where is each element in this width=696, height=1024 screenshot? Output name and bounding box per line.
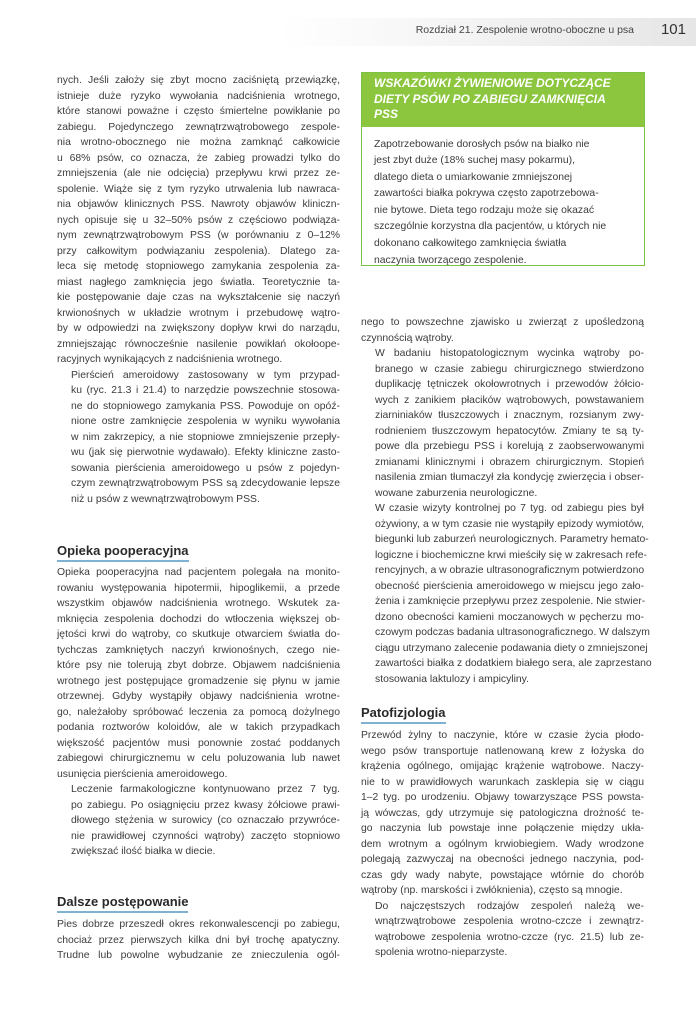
text-line: czynnością wątroby.	[361, 332, 454, 344]
text-line: nego to powszechne zjawisko u zwierząt z upośledzoną	[361, 317, 644, 328]
text-line: nie prawidłowej czynności wątroby) zaczęto stopniowo	[71, 830, 340, 842]
paragraph	[361, 346, 644, 501]
text-line: nych opisuje się u 32–50% psów z częściowo podwiąza-	[57, 214, 340, 226]
text-line: które stanowi poważne i często śmiertelne powikłanie po	[57, 106, 340, 117]
text-line: polegają zazwyczaj na obecności jednego naczynia, pod-	[361, 854, 644, 865]
text-line: otrzewnej. Gdyby wystąpiły objawy nadciśnienia wrotne-	[57, 691, 340, 702]
text-line: dem wrotnym a ogólnym krwiobiegiem. Wady wrodzone	[361, 838, 644, 850]
text-line: zmianami klinicznymi i obrazem chirurgicznym. Stopień	[375, 456, 644, 468]
text-line: Do najczęstszych rodzajów zespoleń należą we-	[375, 900, 644, 912]
text-line: szczególnie korzystna dla pacjentów, u których nie	[374, 221, 607, 233]
text-line: zmniejszając równocześnie nasilenie powikłań okołoope-	[57, 338, 340, 350]
text-line: Przewód żylny to naczynie, które w czasie życia płodo-	[361, 730, 644, 741]
paragraph	[361, 899, 644, 961]
text-line: podania roztworów koloidów, ale w takich przypadkach	[57, 722, 340, 733]
text-line: DIETY PSÓW PO ZABIEGU ZAMKNIĘCIA	[374, 91, 606, 106]
text-line: czas gdy wady nabyte, powstające wtórnie do chorób	[361, 869, 644, 881]
text-line: branego w czasie zabiegu chirurgicznego stwierdzono	[375, 363, 644, 375]
text-line: sowania pierścienia ameroidowego u psów z pojedyn-	[71, 462, 340, 474]
text-line: jętości krwi do wątroby, co skutkuje otwarciem światła do-	[57, 629, 340, 640]
text-line: wych z zanikiem płacików wątrobowych, powstawaniem	[375, 394, 644, 406]
text-line: rodnieniem tłuszczowym hepatocytów. Zmiany te są ty-	[375, 425, 644, 437]
text-line: czowym podczas badania ultrasonograficznego. W dalszym	[375, 627, 650, 638]
text-line: krwionośnych w układzie wrotnym i przebudowę wątro-	[57, 307, 340, 319]
text-line: dlatego dieta o umiarkowanie zmniejszonej	[374, 171, 573, 183]
text-line: spolenie. Wiąże się z tym ryzyko utrwalenia lub nawraca-	[57, 183, 340, 195]
left-column	[57, 73, 340, 507]
text-line: mknięcia zespolenia dochodzi do wtłoczenia większej ob-	[57, 613, 340, 625]
text-line: zabiegu. Pojedynczego zewnątrzwątrobowego zespole-	[57, 121, 340, 133]
text-line: wrotnego jest postępujące gromadzenie się płynu w jamie	[57, 675, 340, 687]
paragraph	[361, 315, 644, 346]
text-line: ją wówczas, gdy utrzymuje się patologiczna drożność te-	[361, 807, 644, 819]
text-line: biegunki lub zaburzeń neurologicznych. Parametry hemato-	[375, 534, 649, 545]
text-line: zwiększać ilość białka w diecie.	[71, 846, 216, 857]
text-line: rowaniu występowania hipotermii, hipoglikemii, a przede	[57, 582, 340, 594]
text-line: go naczynia lub powstaje inne połączenie między ukła-	[361, 823, 644, 834]
text-line: ne do stopniowego zamykania PSS. Powoduje on opóź-	[71, 400, 340, 412]
text-line: czym zewnątrzwątrobowym PSS są zdecydowanie lepsze	[71, 478, 340, 489]
text-line: W badaniu histopatologicznym wycinka wątroby po-	[375, 348, 644, 359]
text-line: stosowania laktulozy i ampicyliny.	[375, 673, 529, 685]
text-line: niż u psów z wewnątrzwątrobowym PSS.	[71, 493, 260, 505]
running-title: Rozdział 21. Zespolenie wrotno-oboczne u psa	[415, 24, 634, 36]
text-line: racyjnych wynikających z nadciśnienia wrotnego.	[57, 354, 283, 365]
text-line: nie bytowe. Dieta tego rodzaju może się okazać	[374, 204, 595, 216]
text-line: chociaż przez pierwszych kilka dni był trochę apatyczny.	[57, 934, 340, 946]
text-line: Trudne lub powolne wybudzanie ze znieczulenia ogól-	[57, 950, 340, 961]
text-line: rencyjnych, a w obrazie ultrasonograficznym potwierdzono	[375, 565, 645, 576]
text-line: duplikację tętniczek okołowrotnych i przewodów żółcio-	[375, 379, 644, 390]
text-line: nym zewnątrzwątrobowym PSS (w porównaniu z 0–12%	[57, 230, 340, 241]
text-line: Pies dobrze przeszedł okres rekonwalescencji po zabiegu,	[57, 919, 340, 930]
text-line: naczynia tworzącego zespolenie.	[374, 254, 527, 266]
text-line: usunięcia pierścienia ameroidowego.	[57, 768, 228, 780]
text-line: większość pacjentów musi ponownie zostać poddanych	[57, 737, 340, 749]
right-column-patho	[361, 728, 644, 961]
paragraph	[57, 368, 340, 508]
text-line: jest zbyt duże (18% suchej masy pokarmu),	[374, 155, 575, 167]
text-line: ku (ryc. 21.3 i 21.4) to narzędzie powszechnie stosowa-	[71, 385, 340, 396]
text-line: WSKAZÓWKI ŻYWIENIOWE DOTYCZĄCE	[374, 76, 611, 90]
text-line: nie to w prawidłowych warunkach zasklepia się w ciągu	[361, 776, 644, 788]
text-line: obecność pierścienia ameroidowego w miejscu jego zało-	[375, 580, 644, 592]
text-line: dzono obecności kamieni moczanowych w pęcherzu mo-	[375, 611, 644, 623]
text-line: Leczenie farmakologiczne kontynuowano przez 7 tyg.	[71, 784, 340, 795]
nutrition-tip-box	[361, 72, 645, 266]
text-line: Opieka pooperacyjna nad pacjentem polegała na monito-	[57, 567, 340, 578]
text-line: nia objawów klinicznych PSS. Nawroty objawów kliniczn-	[57, 199, 340, 210]
right-column	[361, 315, 652, 687]
text-line: Zapotrzebowanie dorosłych psów na białko nie	[374, 138, 590, 150]
text-line: zmniejszenia (ale nie odcięcia) przepływu krwi przez ze-	[57, 168, 340, 179]
section-heading-postop: Opieka pooperacyjna	[57, 543, 189, 562]
text-line: miast nagłego zamknięcia jego światła. Teoretycznie ta-	[57, 276, 340, 288]
text-line: dokonano całkowitego zamknięcia światła	[374, 238, 567, 250]
text-line: nione ostre zamknięcie zespolenia w wyniku wywołania	[71, 416, 340, 427]
section-heading-patho: Patofizjologia	[361, 705, 446, 724]
text-line: go, należałoby spróbować leczenia za pomocą dożylnego	[57, 706, 340, 718]
text-line: Pierścień ameroidowy zastosowany w tym przypad-	[71, 369, 340, 381]
text-line: powe dla przebiegu PSS i korelują z zaobserwowanymi	[375, 441, 644, 452]
text-line: dłowego stężenia w surowicy (co oznaczało przywróce-	[71, 815, 340, 826]
text-line: 1–2 tyg. po urodzeniu. Objawy towarzyszące PSS powsta-	[361, 792, 644, 803]
tip-box-body	[362, 127, 644, 270]
text-line: PSS	[374, 107, 399, 121]
text-line: krążenia ogólnego, omijając krążenie wątrobowe. Naczy-	[361, 761, 644, 772]
text-line: tychczas zamkniętych naczyń krwionośnych, czego nie-	[57, 644, 340, 656]
text-line: wszystkim objawów nadciśnienia wrotnego. Wskutek za-	[57, 598, 340, 609]
text-line: wego psów transportuje natlenowaną krew z łożyska do	[361, 745, 644, 757]
section-heading-further: Dalsze postępowanie	[57, 894, 188, 913]
text-line: wnątrzwątrobowe zespolenia wrotno-czcze i zewnątrz-	[375, 916, 644, 927]
text-line: w nim zakrzepicy, a nie stopniowe zmniejszenie przepły-	[71, 431, 340, 443]
text-line: po zabiegu. Po osiągnięciu przez kwasy żółciowe prawi-	[71, 799, 340, 811]
tip-box-title	[362, 73, 644, 127]
text-line: spolenia wrotno-nieparzyste.	[375, 947, 508, 958]
text-line: nych. Jeśli założy się zbyt mocno zaciśniętą przewiązkę,	[57, 75, 340, 86]
text-line: wu (jak się pierwotnie wydawało). Efekty kliniczne zasto-	[71, 447, 340, 458]
text-line: zabiegowi chirurgicznemu w celu poluzowania lub nawet	[57, 753, 340, 764]
text-line: żenia i zamknięcie przepływu przez zespolenie. Nie stwier-	[375, 596, 646, 607]
text-line: u 68% psów, co oznacza, że zabieg prowadzi tylko do	[57, 152, 340, 164]
paragraph	[57, 782, 340, 860]
left-column-further	[57, 917, 340, 964]
text-line: nia wrotno-obocznego nie można zamknąć całkowicie	[57, 137, 340, 148]
text-line: by w odpowiedzi na zwiększony dopływ krwi do narządu,	[57, 323, 340, 334]
text-line: zawartości białka z dodatkiem białego sera, ale zaprzestano	[375, 658, 652, 669]
text-line: zawartości białka pokrywa często zapotrzebowa-	[374, 188, 599, 200]
text-line: wątroby (np. marskości i zwłóknienia), często są mnogie.	[361, 885, 623, 896]
left-column-postop	[57, 565, 340, 860]
text-line: W czasie wizyty kontrolnej po 7 tyg. od zabiegu pies był	[375, 503, 644, 514]
text-line: ciągu utrzymano zalecenie podawania diety o zmniejszonej	[375, 642, 648, 654]
paragraph	[57, 73, 340, 368]
paragraph	[361, 728, 644, 899]
text-line: ożywiony, a w tym czasie nie wystąpiły epizody wymiotów,	[375, 518, 644, 530]
text-line: nasilenia zmian tłumaczył zła kondycję zwierzęcia i obser-	[375, 472, 644, 483]
text-line: istnieje duże ryzyko wywołania nadciśnienia wrotnego,	[57, 90, 340, 102]
text-line: które psy nie tolerują zbyt dobrze. Objawem nadciśnienia	[57, 660, 340, 671]
page-number: 101	[660, 21, 686, 38]
text-line: leca się metodę stopniowego zamykania zespolenia za-	[57, 261, 340, 272]
text-line: wowane zaburzenia neurologiczne.	[375, 487, 538, 499]
text-line: przy całkowitym podwiązaniu zespolenia). Dlatego za-	[57, 245, 340, 257]
text-line: logiczne i biochemiczne krwi mieściły się w zakresach refe-	[375, 549, 647, 561]
paragraph	[57, 565, 340, 782]
text-line: wątrobowe zespolenia wrotno-czcze (ryc. 21.5) lub ze-	[375, 931, 644, 943]
text-line: ziarniniaków tłuszczowych i znacznym, rozsianym zwy-	[375, 410, 644, 421]
paragraph	[57, 917, 340, 964]
text-line: kie postępowanie daje czas na wykształcenie się naczyń	[57, 292, 340, 303]
paragraph	[361, 501, 652, 687]
